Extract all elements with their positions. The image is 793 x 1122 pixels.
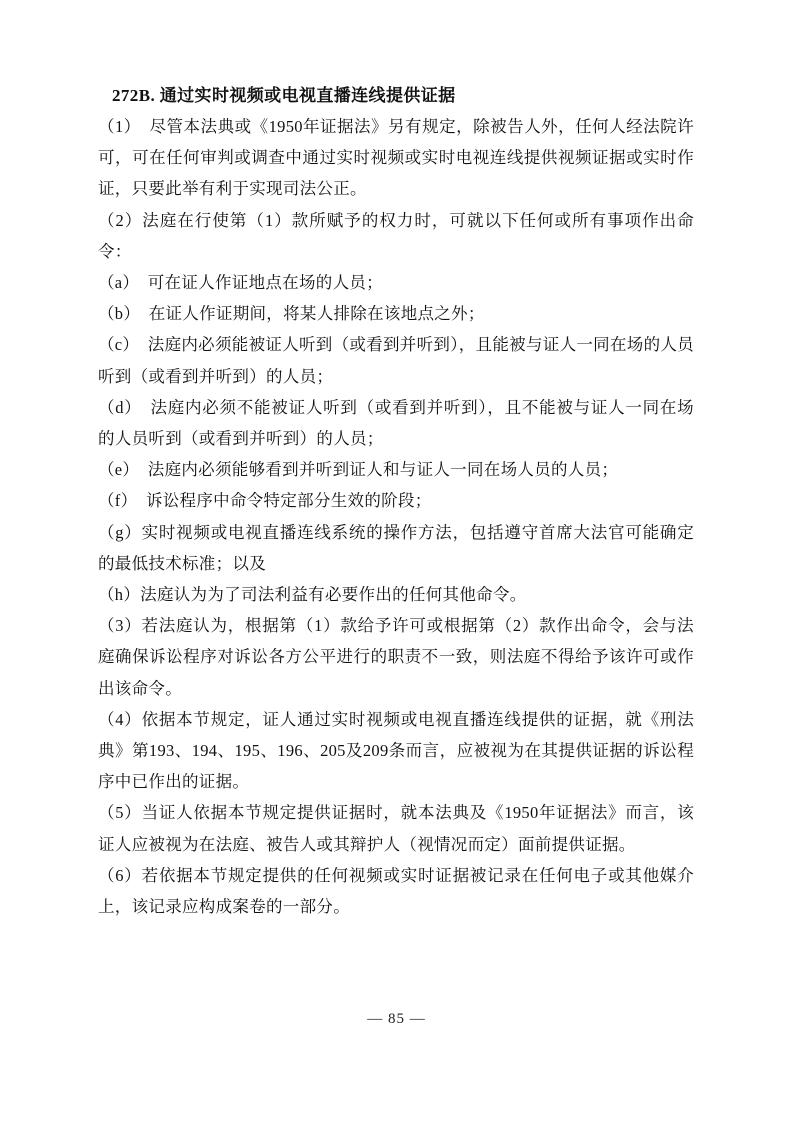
paragraph-2a: （a） 可在证人作证地点在场的人员； [98,273,383,293]
paragraph-2h: （h）法庭认为为了司法利益有必要作出的任何其他命令。 [98,585,527,605]
paragraph-2g: （g）实时视频或电视直播连线系统的操作方法，包括遵守首席大法官可能确定的最低技术标准；以及 [98,522,694,573]
paragraph-1: （1） 尽管本法典或《1950年证据法》另有规定，除被告人外，任何人经法院许可，可在任何审判或调查中通过实时视频或实时电视连线提供视频证据或实时作证，只要此举有利于实现司法公正。 [98,117,694,199]
paragraph-4: （4）依据本节规定，证人通过实时视频或电视直播连线提供的证据，就《刑法典》第193、194、195、196、205及209条而言，应被视为在其提供证据的诉讼程序中已作出的证据。 [98,709,694,792]
paragraph-2c: （c） 法庭内必须能被证人听到（或看到并听到），且能被与证人一同在场的人员听到（或看到并听到）的人员； [98,335,694,386]
document-content [98,80,694,922]
paragraph-5: （5）当证人依据本节规定提供证据时，就本法典及《1950年证据法》而言，该证人应被视为在法庭、被告人或其辩护人（视情况而定）面前提供证据。 [98,803,694,854]
paragraph-2b: （b） 在证人作证期间，将某人排除在该地点之外； [98,304,485,324]
page-number: — 85 — [367,1011,426,1027]
paragraph-2e: （e） 法庭内必须能够看到并听到证人和与证人一同在场人员的人员； [98,460,619,480]
paragraph-2f: （f） 诉讼程序中命令特定部分生效的阶段； [98,491,432,511]
section-title: 272B. 通过实时视频或电视直播连线提供证据 [112,86,456,105]
paragraph-2: （2）法庭在行使第（1）款所赋予的权力时，可就以下任何或所有事项作出命令： [98,210,694,261]
paragraph-2d: （d） 法庭内必须不能被证人听到（或看到并听到），且不能被与证人一同在场的人员听到（或看到并听到）的人员； [98,397,694,449]
paragraph-6: （6）若依据本节规定提供的任何视频或实时证据被记录在任何电子或其他媒介上，该记录应构成案卷的一部分。 [98,865,694,917]
paragraph-3: （3）若法庭认为，根据第（1）款给予许可或根据第（2）款作出命令，会与法庭确保诉讼程序对诉讼各方公平进行的职责不一致，则法庭不得给予该许可或作出该命令。 [98,616,694,698]
